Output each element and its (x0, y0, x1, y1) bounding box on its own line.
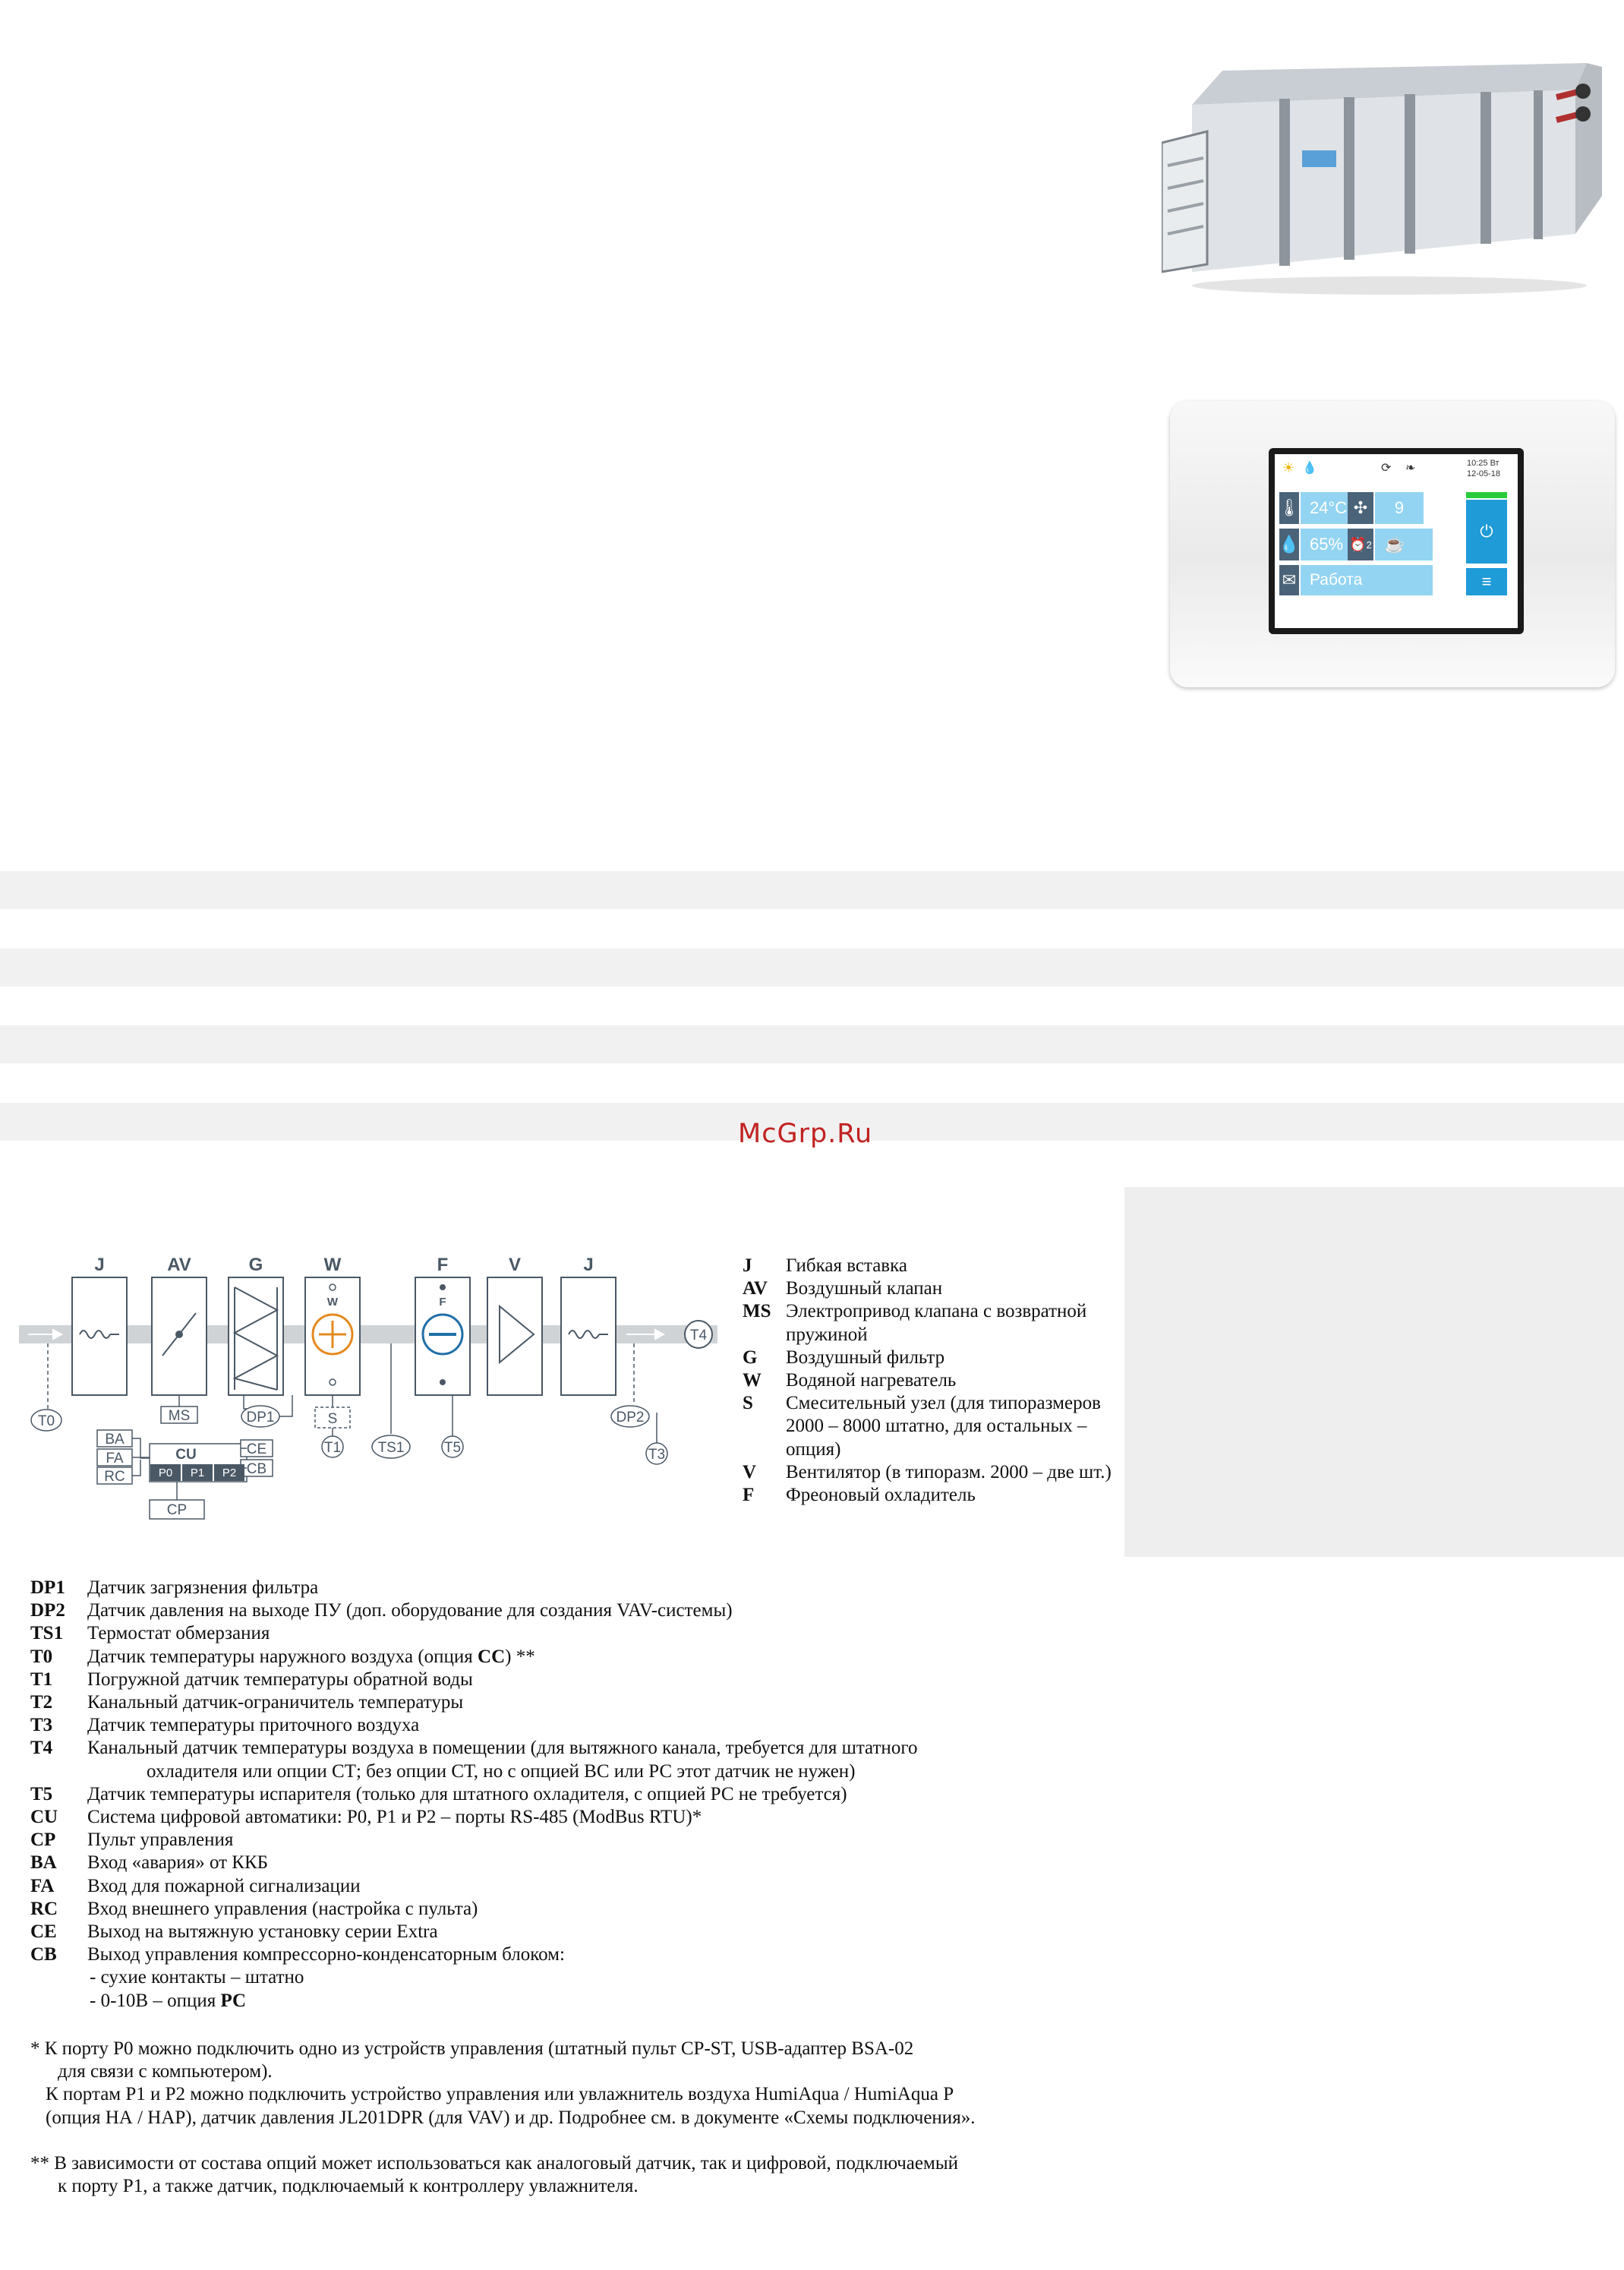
label-j1: J (94, 1255, 105, 1275)
menu-button[interactable]: ≡ (1466, 568, 1507, 595)
legend-value: Пульт управления (87, 1830, 234, 1851)
label-dp2: DP2 (616, 1410, 645, 1425)
humidity-tile[interactable]: 65% (1301, 529, 1354, 560)
fan-icon: ✣ (1348, 492, 1373, 524)
legend-key: TS1 (30, 1623, 64, 1644)
label-p1: P1 (190, 1467, 205, 1479)
legend-continuation: охладителя или опции СТ; без опции СТ, но с опцией ВС или РС этот датчик не нужен) (147, 1760, 856, 1782)
coffee-cup-icon[interactable]: ☕ (1375, 529, 1433, 560)
label-cu: CU (175, 1447, 197, 1463)
controller-screen (1275, 454, 1518, 628)
clock-time: 10:25 Вт (1467, 459, 1499, 468)
legend-option-code: РС (220, 1990, 247, 2011)
legend-item (743, 1392, 1122, 1461)
label-t5: T5 (443, 1440, 462, 1456)
footnote-line: * К порту P0 можно подключить одно из устройств управления (штатный пульт CP-ST, USB-адаптер BSA-02 (30, 2038, 914, 2059)
watermark: McGrp.Ru (738, 1119, 873, 1149)
legend-subitem: - сухие контакты – штатно (90, 1967, 304, 1988)
label-s: S (327, 1411, 338, 1427)
legend-key: T2 (30, 1692, 53, 1713)
legend-item (30, 1898, 1124, 1921)
legend-value: Вход «авария» от ККБ (87, 1852, 268, 1874)
component-v (487, 1277, 542, 1395)
legend-key: G (743, 1347, 758, 1368)
legend-item (30, 1921, 1124, 1943)
legend-text: ) ** (505, 1646, 535, 1667)
footnotes (30, 2038, 1124, 2198)
legend-item (30, 1646, 1124, 1669)
legend-text: Датчик температуры наружного воздуха (опция (87, 1646, 478, 1667)
legend-item (30, 1875, 1124, 1898)
legend-value: Воздушный клапан (786, 1278, 943, 1299)
legend-value: Фреоновый охладитель (786, 1485, 976, 1506)
legend-key: T0 (30, 1646, 53, 1667)
timer-index: 2 (1366, 538, 1372, 551)
legend-value: Датчик загрязнения фильтра (87, 1577, 319, 1598)
legend-item (743, 1347, 1122, 1369)
legend-key: T4 (30, 1738, 53, 1759)
table-stripe (0, 1025, 1624, 1063)
clock-date: 12-05-18 (1467, 469, 1501, 478)
component-j1 (72, 1277, 127, 1395)
legend-value: Термостат обмерзания (87, 1623, 270, 1644)
label-cp: CP (166, 1502, 188, 1518)
label-ba: BA (105, 1432, 125, 1448)
legend-key: CE (30, 1921, 57, 1943)
label-dp1: DP1 (246, 1410, 275, 1425)
legend-key: CB (30, 1944, 57, 1965)
legend-value: Погружной датчик температуры обратной воды (87, 1669, 473, 1690)
legend-key: CU (30, 1807, 58, 1828)
label-ce: CE (246, 1441, 267, 1457)
legend-key: RC (30, 1898, 58, 1919)
air-handling-unit-image (1162, 44, 1617, 302)
status-tile[interactable]: Работа (1301, 565, 1433, 595)
footnote-line: ** В зависимости от состава опций может использоваться как аналоговый датчик, так и цифровой, подключаемый (30, 2152, 958, 2174)
label-ts1: TS1 (377, 1440, 405, 1456)
legend-value: Датчик температуры приточного воздуха (87, 1715, 420, 1736)
legend-item (30, 1577, 1124, 1599)
legend-item (30, 1829, 1124, 1852)
legend-key: FA (30, 1875, 55, 1896)
legend-item (30, 1714, 1124, 1737)
legend-value: Выход управления компрессорно-конденсаторным блоком: (87, 1944, 565, 1965)
legend-item (30, 1783, 1124, 1806)
water-drop-icon: 💧 (1302, 462, 1317, 475)
label-av: AV (167, 1255, 191, 1275)
legend-key: DP1 (30, 1577, 65, 1598)
footnote-line: к порту P1, а также датчик, подключаемый к контроллеру увлажнителя. (58, 2176, 639, 2197)
legend-value: Выход на вытяжную установку серии Extra (87, 1921, 438, 1943)
label-t1: T1 (323, 1440, 342, 1456)
label-w: W (323, 1255, 342, 1275)
label-t4: T4 (689, 1328, 708, 1343)
legend-subitem (30, 1990, 1124, 2013)
legend-item (30, 1622, 1124, 1645)
ahu-schematic (19, 1246, 729, 1534)
component-j2 (561, 1277, 616, 1395)
label-fa: FA (106, 1451, 124, 1467)
legend-key: T1 (30, 1669, 53, 1690)
legend-key: AV (743, 1278, 768, 1299)
table-stripe (0, 871, 1624, 909)
label-v: V (508, 1255, 522, 1275)
label-ms: MS (168, 1408, 191, 1424)
legend-item (30, 1852, 1124, 1874)
recirculation-icon: ⟳ (1381, 462, 1392, 475)
legend-value: Датчик давления на выходе ПУ (доп. оборудование для создания VAV-системы) (87, 1600, 733, 1621)
leaf-icon: ❧ (1405, 462, 1416, 475)
label-t0: T0 (37, 1413, 55, 1429)
label-t3: T3 (648, 1447, 666, 1463)
legend-value: Датчик температуры испарителя (только для штатного охладителя, с опцией РС не требуется) (87, 1783, 847, 1804)
legend-text: - 0-10В – опция (90, 1990, 221, 2011)
legend-value (87, 1646, 1124, 1669)
sun-icon: ☀ (1282, 460, 1295, 475)
legend-key: DP2 (30, 1600, 65, 1621)
label-rc: RC (104, 1469, 125, 1485)
legend-item (743, 1300, 1122, 1346)
sensor-legend (30, 1577, 1124, 2013)
legend-value: Вход внешнего управления (настройка с пульта) (87, 1898, 478, 1919)
humidity-icon: 💧 (1279, 529, 1299, 560)
legend-value: Гибкая вставка (786, 1255, 907, 1276)
legend-item (743, 1484, 1122, 1507)
legend-item (30, 1691, 1124, 1714)
legend-key: S (743, 1393, 753, 1414)
component-legend (743, 1255, 1122, 1507)
temperature-tile[interactable]: 24°C (1301, 492, 1354, 524)
label-f: F (437, 1255, 449, 1275)
legend-item (743, 1461, 1122, 1484)
legend-value: Воздушный фильтр (786, 1347, 945, 1368)
side-panel (1124, 1187, 1624, 1557)
legend-option-code: СС (478, 1646, 506, 1667)
footnote-line: К портам P1 и P2 можно подключить устройство управления или увлажнитель воздуха HumiAqua / HumiAqua P (46, 2084, 954, 2105)
legend-value: Смесительный узел (для типоразмеров 2000 – 8000 штатно, для остальных – опция) (786, 1393, 1101, 1460)
legend-item (30, 1599, 1124, 1622)
legend-key: J (743, 1255, 752, 1276)
footnote-line: (опция НА / НАР), датчик давления JL201DPR (для VAV) и др. Подробнее см. в документе «Схемы подключения». (46, 2107, 976, 2128)
legend-key: T3 (30, 1715, 53, 1736)
legend-key: BA (30, 1852, 57, 1874)
legend-key: CP (30, 1830, 56, 1851)
legend-item (30, 1943, 1124, 1966)
legend-value: Вентилятор (в типоразм. 2000 – две шт.) (786, 1461, 1112, 1482)
power-button[interactable]: ⏻ (1466, 500, 1507, 564)
legend-item (30, 1669, 1124, 1691)
label-f-inner: F (439, 1296, 446, 1309)
footnote-line: для связи с компьютером). (58, 2061, 273, 2082)
legend-key: F (743, 1485, 755, 1506)
legend-value: Электропривод клапана с возвратной пружиной (786, 1301, 1087, 1345)
legend-key: T5 (30, 1783, 53, 1804)
label-cb: CB (246, 1461, 267, 1477)
label-g: G (248, 1255, 263, 1275)
legend-item (743, 1277, 1122, 1300)
mail-icon: ✉ (1279, 565, 1299, 595)
legend-value: Канальный датчик температуры воздуха в помещении (для вытяжного канала, требуется для штатного (87, 1738, 918, 1759)
label-j2: J (583, 1255, 594, 1275)
legend-key: MS (743, 1301, 771, 1322)
legend-value: Система цифровой автоматики: P0, P1 и P2 – порты RS-485 (ModBus RTU)* (87, 1807, 702, 1828)
fan-speed-tile[interactable]: 9 (1375, 492, 1424, 524)
legend-value: Вход для пожарной сигнализации (87, 1875, 361, 1896)
label-p0: P0 (158, 1467, 173, 1479)
legend-key: W (743, 1370, 762, 1391)
table-stripe (0, 949, 1624, 987)
legend-item (743, 1255, 1122, 1277)
label-p2: P2 (222, 1467, 237, 1479)
power-indicator (1466, 492, 1507, 498)
label-w-inner: W (326, 1296, 339, 1309)
alarm-clock-icon: ⏰ 2 (1348, 529, 1373, 560)
thermometer-icon: 🌡 (1279, 492, 1299, 524)
legend-item (30, 1737, 1124, 1760)
legend-key: V (743, 1461, 757, 1482)
legend-value: Канальный датчик-ограничитель температуры (87, 1692, 464, 1713)
legend-value: Водяной нагреватель (786, 1370, 957, 1391)
legend-item (743, 1369, 1122, 1392)
legend-item (30, 1806, 1124, 1829)
